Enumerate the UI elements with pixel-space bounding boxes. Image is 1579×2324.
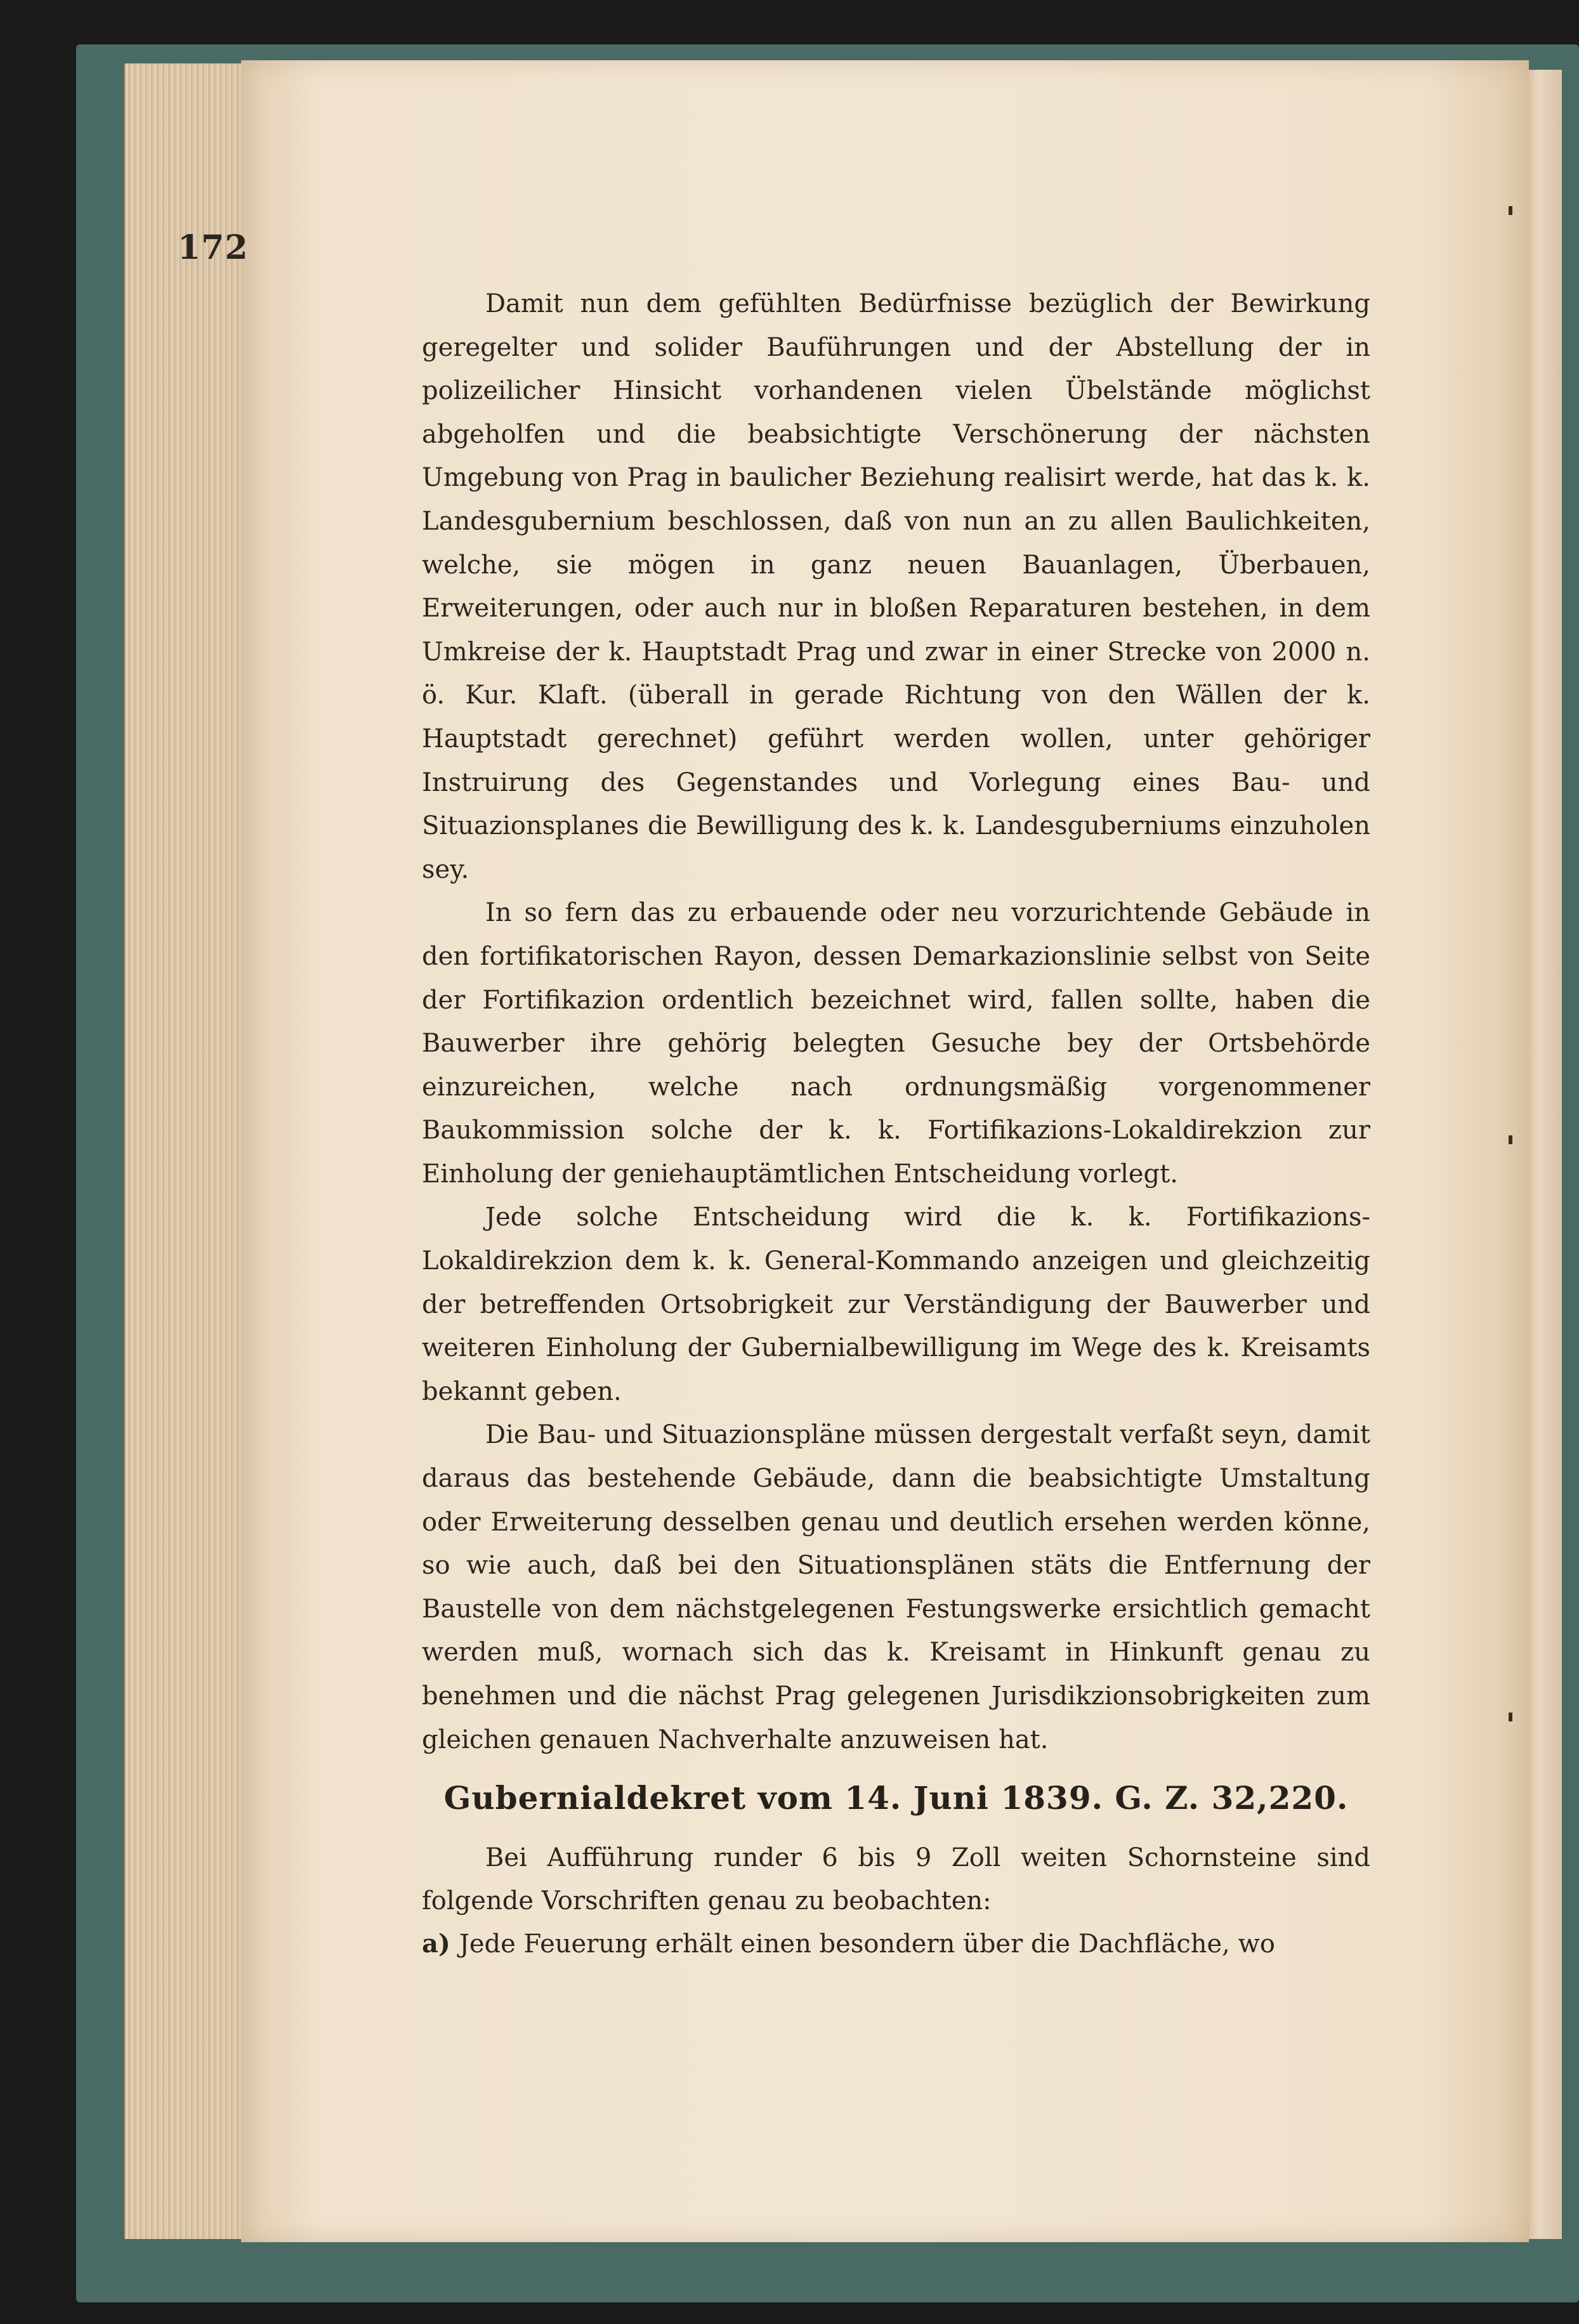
- edge-mark: [1509, 1713, 1512, 1721]
- page-number: 172: [178, 228, 249, 267]
- list-item-a: [422, 1923, 1370, 1966]
- section-heading: Gubernialdekret vom 14. Juni 1839. G. Z. 32,220.: [443, 1779, 1349, 1817]
- edge-mark: [1509, 1135, 1512, 1144]
- paragraph-3: Jede solche Entscheidung wird die k. k. Fortifikazions-Lokaldirekzion dem k. k. General-Kommando anzeigen und gleichzeitig der betreffenden Ortsobrigkeit zur Verständigung der Bauwerber und weiteren Einholung der Gubernialbewilligung im Wege des k. Kreisamts bekannt geben.: [422, 1203, 1370, 1406]
- section-text: [422, 1836, 1370, 1966]
- body-text: [422, 282, 1370, 1761]
- list-item-label: a): [422, 1929, 450, 1959]
- edge-mark: [1509, 206, 1512, 215]
- paragraph-2: In so fern das zu erbauende oder neu vorzurichtende Gebäude in den fortifikatorischen Rayon, dessen Demarkazionslinie selbst von Seite der Fortifikazion ordentlich bezeichnet wird, fallen sollte, haben die Bauwerber ihre gehörig belegten Gesuche bey der Ortsbehörde einzureichen, welche nach ordnungsmäßig vorgenommener Baukommission solche der k. k. Fortifikazions-Lokaldirekzion zur Einholung der geniehauptämtlichen Entscheidung vorlegt.: [422, 898, 1370, 1189]
- page-edges: [124, 63, 249, 2239]
- list-item-text: Jede Feuerung erhält einen besondern über die Dachfläche, wo: [459, 1929, 1275, 1959]
- section-intro: Bei Aufführung runder 6 bis 9 Zoll weiten Schornsteine sind folgende Vorschriften genau zu beobachten:: [422, 1843, 1370, 1916]
- paragraph-1: Damit nun dem gefühlten Bedürfnisse bezüglich der Bewirkung geregelter und solider Bauführungen und der Abstellung der in polizeilicher Hinsicht vorhandenen vielen Übelstände möglichst abgeholfen und die beabsichtigte Verschönerung der nächsten Umgebung von Prag in baulicher Beziehung realisirt werde, hat das k. k. Landesgubernium beschlossen, daß von nun an zu allen Baulichkeiten, welche, sie mögen in ganz neuen Bauanlagen, Überbauen, Erweiterungen, oder auch nur in bloßen Reparaturen bestehen, in dem Umkreise der k. Hauptstadt Prag und zwar in einer Strecke von 2000 n. ö. Kur. Klaft. (überall in gerade Richtung von den Wällen der k. Hauptstadt gerechnet) geführt werden wollen, unter gehöriger Instruirung des Gegenstandes und Vorlegung eines Bau- und Situazionsplanes die Bewilligung des k. k. Landesguberniums einzuholen sey.: [422, 289, 1370, 884]
- paragraph-4: Die Bau- und Situazionspläne müssen dergestalt verfaßt seyn, damit daraus das bestehende Gebäude, dann die beabsichtigte Umstaltung oder Erweiterung desselben genau und deutlich ersehen werden könne, so wie auch, daß bei den Situationsplänen stäts die Entfernung der Baustelle von dem nächstgelegenen Festungswerke ersichtlich gemacht werden muß, wornach sich das k. Kreisamt in Hinkunft genau zu benehmen und die nächst Prag gelegenen Jurisdikzionsobrigkeiten zum gleichen genauen Nachverhalte anzuweisen hat.: [422, 1420, 1370, 1754]
